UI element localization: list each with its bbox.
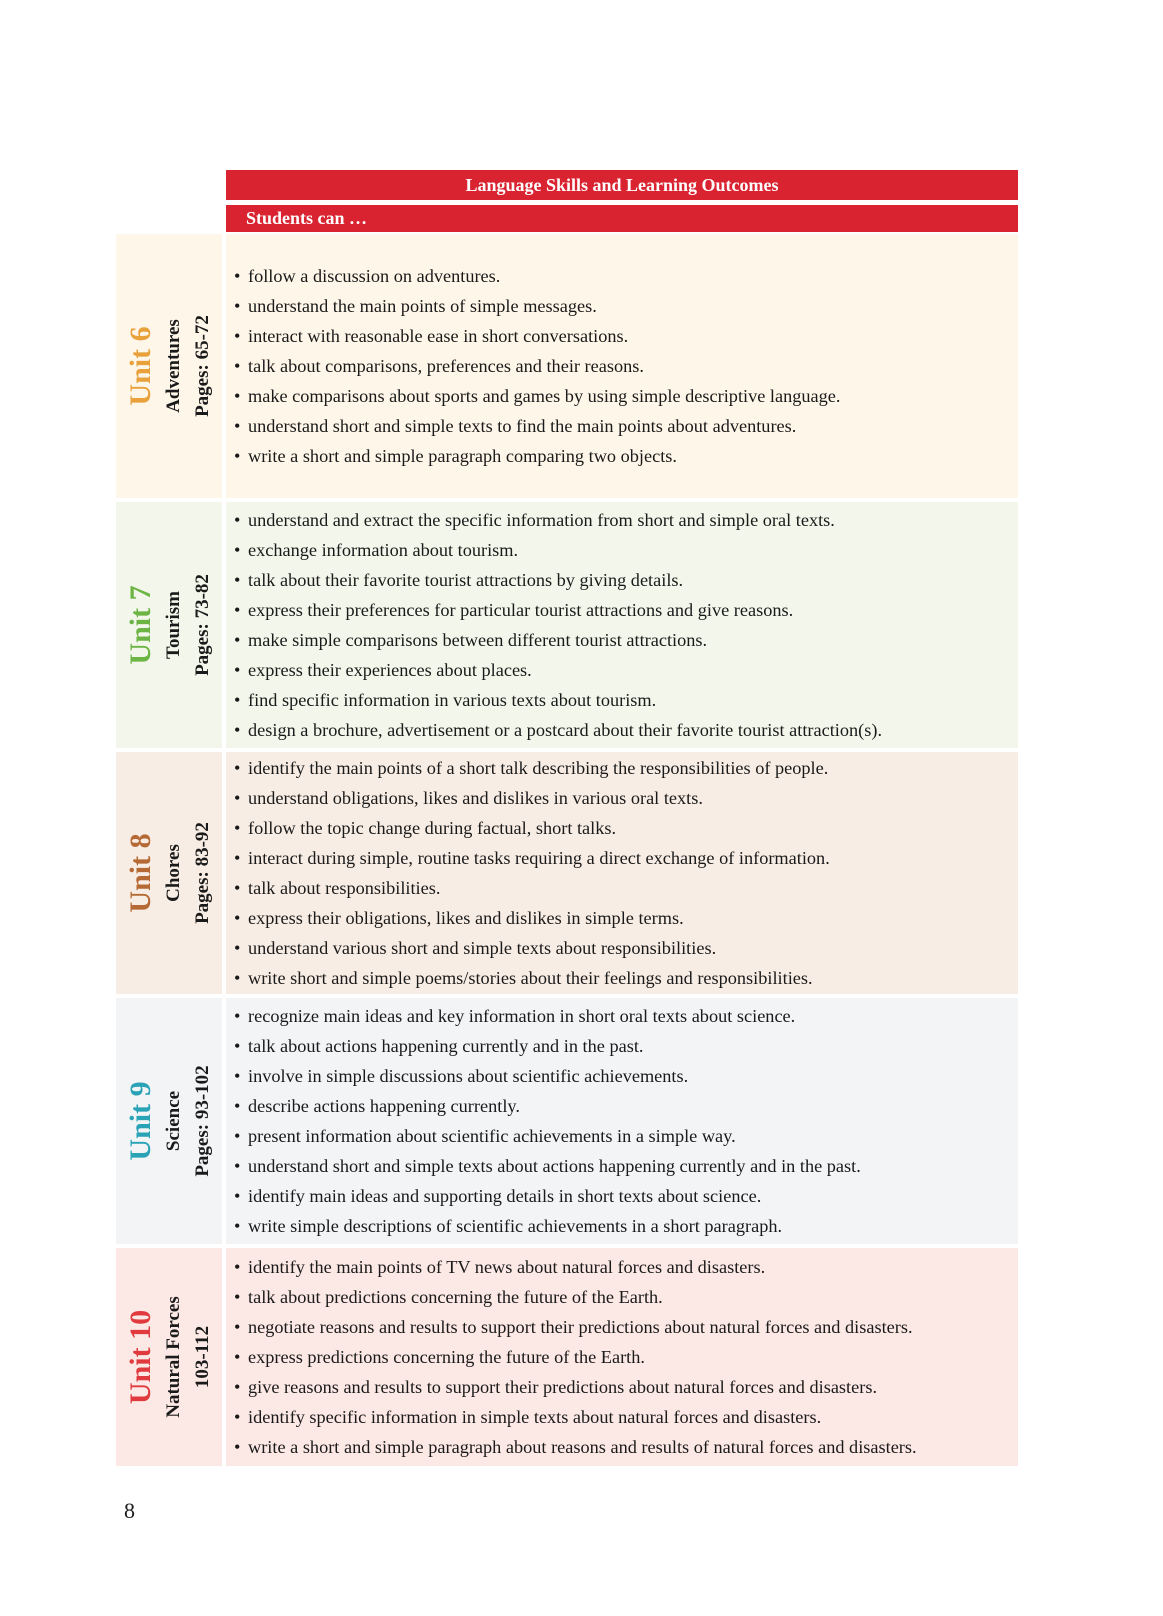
outcome-item — [234, 843, 1018, 873]
unit-outcomes-cell — [226, 752, 1018, 994]
outcome-item — [234, 535, 1018, 565]
bullet-icon: • — [234, 600, 241, 620]
bullet-icon: • — [234, 570, 241, 590]
outcome-text: express their experiences about places. — [248, 660, 532, 680]
outcome-item — [234, 1031, 1018, 1061]
outcome-text: understand short and simple texts to find the main points about adventures. — [248, 416, 797, 436]
outcome-text: describe actions happening currently. — [248, 1096, 520, 1116]
outcome-item — [234, 813, 1018, 843]
bullet-icon: • — [234, 878, 241, 898]
outcome-text: write simple descriptions of scientific achievements in a short paragraph. — [248, 1216, 783, 1236]
unit-label-cell — [116, 234, 222, 498]
outcome-item — [234, 1432, 1018, 1462]
outcome-text: involve in simple discussions about scientific achievements. — [248, 1066, 689, 1086]
outcome-text: recognize main ideas and key information in short oral texts about science. — [248, 1006, 796, 1026]
unit-outcomes-cell — [226, 502, 1018, 748]
table-subtitle: Students can … — [226, 205, 1018, 232]
outcome-item — [234, 1151, 1018, 1181]
outcome-item — [234, 873, 1018, 903]
outcome-text: identify main ideas and supporting details in short texts about science. — [248, 1186, 762, 1206]
outcome-text: talk about actions happening currently and in the past. — [248, 1036, 644, 1056]
bullet-icon: • — [234, 908, 241, 928]
bullet-icon: • — [234, 386, 241, 406]
outcome-text: talk about their favorite tourist attractions by giving details. — [248, 570, 684, 590]
unit-label-cell — [116, 502, 222, 748]
outcome-item — [234, 261, 1018, 291]
bullet-icon: • — [234, 1186, 241, 1206]
outcome-item — [234, 1001, 1018, 1031]
outcome-text: write a short and simple paragraph comparing two objects. — [248, 446, 677, 466]
unit-topic: Science — [163, 1090, 184, 1152]
outcome-text: exchange information about tourism. — [248, 540, 519, 560]
outcome-item — [234, 933, 1018, 963]
bullet-icon: • — [234, 446, 241, 466]
outcome-item — [234, 411, 1018, 441]
bullet-icon: • — [234, 1347, 241, 1367]
bullet-icon: • — [234, 660, 241, 680]
bullet-icon: • — [234, 510, 241, 530]
outcome-text: identify specific information in simple texts about natural forces and disasters. — [248, 1407, 822, 1427]
outcome-text: write a short and simple paragraph about reasons and results of natural forces and disasters. — [248, 1437, 917, 1457]
outcome-text: talk about predictions concerning the future of the Earth. — [248, 1287, 663, 1307]
unit-row — [116, 234, 1018, 498]
outcome-item — [234, 963, 1018, 993]
outcome-text: identify the main points of a short talk describing the responsibilities of people. — [248, 758, 829, 778]
bullet-icon: • — [234, 630, 241, 650]
outcome-item — [234, 1372, 1018, 1402]
bullet-icon: • — [234, 788, 241, 808]
unit-label-cell — [116, 1248, 222, 1466]
outcome-text: understand obligations, likes and dislikes in various oral texts. — [248, 788, 703, 808]
outcome-item — [234, 1252, 1018, 1282]
outcome-item — [234, 595, 1018, 625]
outcome-item — [234, 321, 1018, 351]
outcome-item — [234, 685, 1018, 715]
outcome-item — [234, 715, 1018, 745]
outcome-item — [234, 1402, 1018, 1432]
bullet-icon: • — [234, 1066, 241, 1086]
unit-pages: Pages: 65-72 — [192, 315, 213, 417]
outcome-item — [234, 1121, 1018, 1151]
bullet-icon: • — [234, 416, 241, 436]
unit-pages: Pages: 83-92 — [192, 822, 213, 924]
outcome-item — [234, 1091, 1018, 1121]
outcomes-list — [234, 505, 1018, 745]
bullet-icon: • — [234, 1287, 241, 1307]
outcome-text: make comparisons about sports and games by using simple descriptive language. — [248, 386, 841, 406]
outcome-text: follow the topic change during factual, short talks. — [248, 818, 617, 838]
outcome-text: find specific information in various texts about tourism. — [248, 690, 657, 710]
bullet-icon: • — [234, 1317, 241, 1337]
outcome-item — [234, 1181, 1018, 1211]
outcome-text: give reasons and results to support their predictions about natural forces and disasters. — [248, 1377, 878, 1397]
outcome-item — [234, 753, 1018, 783]
outcome-item — [234, 655, 1018, 685]
outcome-text: understand the main points of simple messages. — [248, 296, 597, 316]
outcome-item — [234, 565, 1018, 595]
unit-name: Unit 8 — [124, 833, 157, 913]
outcomes-list — [234, 1252, 1018, 1462]
outcome-item — [234, 505, 1018, 535]
outcome-item — [234, 1282, 1018, 1312]
outcome-item — [234, 441, 1018, 471]
outcome-item — [234, 1342, 1018, 1372]
bullet-icon: • — [234, 356, 241, 376]
bullet-icon: • — [234, 690, 241, 710]
unit-name: Unit 9 — [124, 1081, 157, 1161]
page-number: 8 — [124, 1498, 135, 1523]
bullet-icon: • — [234, 1036, 241, 1056]
bullet-icon: • — [234, 1126, 241, 1146]
bullet-icon: • — [234, 968, 241, 988]
bullet-icon: • — [234, 758, 241, 778]
outcome-text: interact with reasonable ease in short conversations. — [248, 326, 629, 346]
outcome-text: make simple comparisons between different tourist attractions. — [248, 630, 708, 650]
outcome-text: understand and extract the specific information from short and simple oral texts. — [248, 510, 835, 530]
outcome-item — [234, 1211, 1018, 1241]
unit-row — [116, 752, 1018, 994]
unit-pages: 103-112 — [192, 1325, 213, 1389]
unit-row — [116, 502, 1018, 748]
outcome-text: follow a discussion on adventures. — [248, 266, 501, 286]
unit-pages: Pages: 93-102 — [192, 1065, 213, 1177]
unit-name: Unit 10 — [124, 1309, 157, 1405]
bullet-icon: • — [234, 848, 241, 868]
bullet-icon: • — [234, 818, 241, 838]
bullet-icon: • — [234, 1096, 241, 1116]
unit-topic: Chores — [163, 844, 184, 902]
outcome-text: talk about comparisons, preferences and their reasons. — [248, 356, 644, 376]
unit-outcomes-cell — [226, 998, 1018, 1244]
outcome-text: express their preferences for particular tourist attractions and give reasons. — [248, 600, 794, 620]
bullet-icon: • — [234, 1407, 241, 1427]
bullet-icon: • — [234, 1216, 241, 1236]
unit-label-cell — [116, 752, 222, 994]
outcome-item — [234, 291, 1018, 321]
outcome-item — [234, 381, 1018, 411]
table-title: Language Skills and Learning Outcomes — [226, 170, 1018, 200]
outcome-text: express predictions concerning the future of the Earth. — [248, 1347, 645, 1367]
bullet-icon: • — [234, 1156, 241, 1176]
bullet-icon: • — [234, 938, 241, 958]
bullet-icon: • — [234, 266, 241, 286]
outcome-text: interact during simple, routine tasks requiring a direct exchange of information. — [248, 848, 830, 868]
outcome-item — [234, 903, 1018, 933]
unit-topic: Tourism — [163, 591, 184, 659]
outcome-text: negotiate reasons and results to support their predictions about natural forces and disasters. — [248, 1317, 913, 1337]
outcome-text: understand various short and simple texts about responsibilities. — [248, 938, 717, 958]
unit-topic: Natural Forces — [163, 1296, 184, 1418]
unit-outcomes-cell — [226, 1248, 1018, 1466]
unit-outcomes-cell — [226, 234, 1018, 498]
outcome-item — [234, 351, 1018, 381]
outcome-item — [234, 625, 1018, 655]
outcome-text: design a brochure, advertisement or a postcard about their favorite tourist attraction(s). — [248, 720, 883, 740]
bullet-icon: • — [234, 540, 241, 560]
outcomes-list — [234, 753, 1018, 993]
bullet-icon: • — [234, 720, 241, 740]
unit-row — [116, 998, 1018, 1244]
unit-pages: Pages: 73-82 — [192, 574, 213, 676]
unit-topic: Adventures — [163, 319, 184, 413]
bullet-icon: • — [234, 1257, 241, 1277]
outcomes-list — [234, 1001, 1018, 1241]
outcome-item — [234, 1312, 1018, 1342]
bullet-icon: • — [234, 1437, 241, 1457]
outcome-text: identify the main points of TV news about natural forces and disasters. — [248, 1257, 766, 1277]
outcome-text: express their obligations, likes and dislikes in simple terms. — [248, 908, 684, 928]
unit-name: Unit 7 — [124, 585, 157, 665]
unit-row — [116, 1248, 1018, 1466]
bullet-icon: • — [234, 1377, 241, 1397]
outcome-text: talk about responsibilities. — [248, 878, 441, 898]
outcome-text: present information about scientific achievements in a simple way. — [248, 1126, 736, 1146]
unit-name: Unit 6 — [124, 326, 157, 406]
outcome-item — [234, 1061, 1018, 1091]
outcomes-list — [234, 261, 1018, 471]
unit-label-cell — [116, 998, 222, 1244]
bullet-icon: • — [234, 326, 241, 346]
bullet-icon: • — [234, 296, 241, 316]
outcome-text: understand short and simple texts about actions happening currently and in the past. — [248, 1156, 861, 1176]
outcome-text: write short and simple poems/stories about their feelings and responsibilities. — [248, 968, 813, 988]
bullet-icon: • — [234, 1006, 241, 1026]
outcome-item — [234, 783, 1018, 813]
